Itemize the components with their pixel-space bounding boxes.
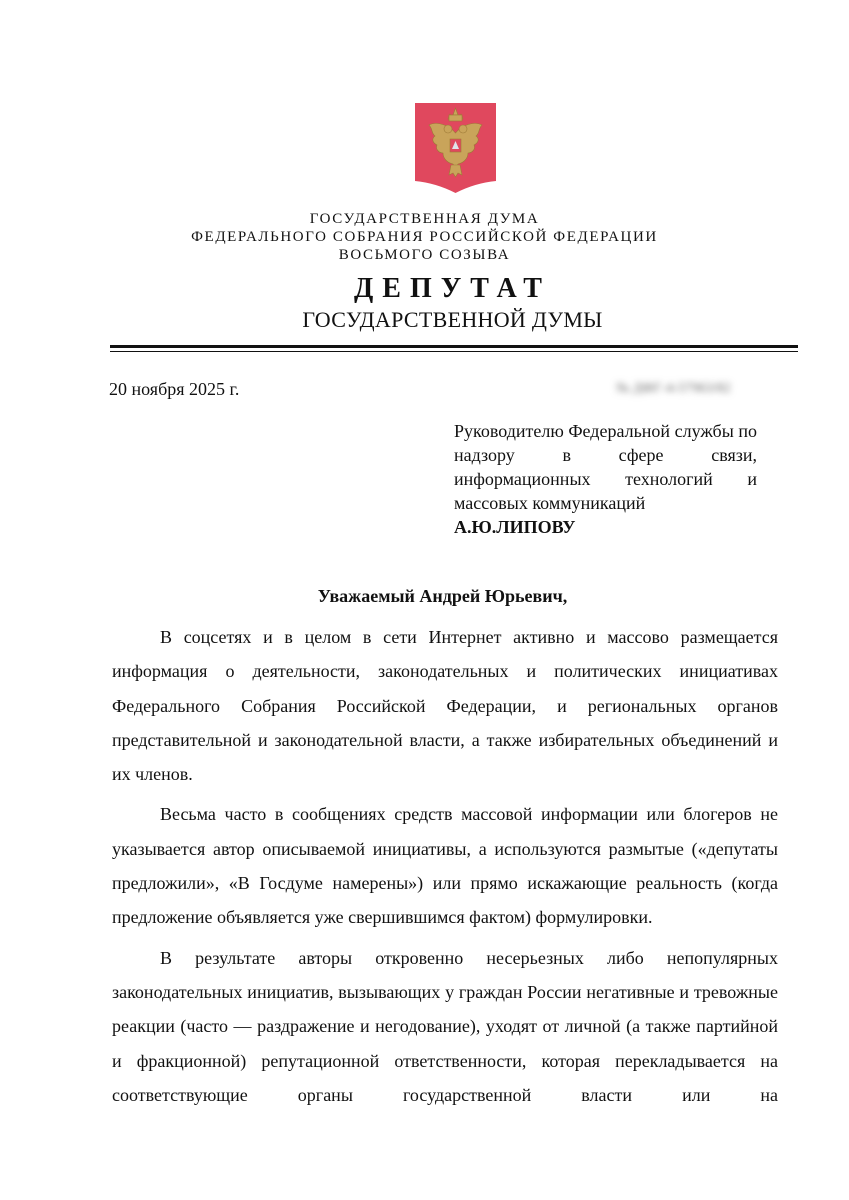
body-paragraph: Весьма часто в сообщениях средств массовой информации или блогеров не указывается автор описываемой инициативы, а используются размытые («депутаты предложили», «В Госдуме намерены») или прямо искажающие реальность (когда предложение объявляется уже свершившимся фактом) формулировки. bbox=[112, 804, 778, 928]
coat-of-arms-icon bbox=[415, 103, 496, 193]
body-paragraph: В соцсетях и в целом в сети Интернет активно и массово размещается информация о деятельности, законодательных и политических инициативах Федерального Собрания Российской Федерации, и региональных органов представительной и законодательной власти, а также избирательных объединений и их членов. bbox=[112, 627, 778, 785]
letter-date: 20 ноября 2025 г. bbox=[109, 379, 240, 399]
org-line-2: ФЕДЕРАЛЬНОГО СОБРАНИЯ РОССИЙСКОЙ ФЕДЕРАЦИИ bbox=[191, 229, 658, 245]
org-name-block bbox=[0, 210, 849, 264]
org-line-3: ВОСЬМОГО СОЗЫВА bbox=[338, 247, 511, 263]
addressee-position: Руководителю Федеральной службы по надзору в сфере связи, информационных технологий и массовых коммуникаций bbox=[454, 421, 757, 513]
org-line-1: ГОСУДАРСТВЕННАЯ ДУМА bbox=[309, 211, 540, 227]
header-divider-thick bbox=[110, 345, 798, 348]
letterhead-title: ДЕПУТАТ bbox=[354, 273, 551, 304]
recipient-name: А.Ю.ЛИПОВУ bbox=[454, 517, 576, 537]
salutation: Уважаемый Андрей Юрьевич, bbox=[317, 586, 568, 606]
registration-number: № ДФГ-4-57963/82 bbox=[616, 381, 731, 396]
addressee-block bbox=[454, 419, 757, 515]
body-paragraph: В результате авторы откровенно несерьезных либо непопулярных законодательных инициатив, вызывающих у граждан России негативные и тревожные реакции (часто — раздражение и негодование), уходят от личной (а также партийной и фракционной) репутационной ответственности, которая перекладывается на соответствующие органы государственной власти или на bbox=[112, 947, 778, 1105]
letter-body bbox=[112, 620, 778, 1118]
header-divider-thin bbox=[110, 351, 798, 352]
letterhead-subtitle: ГОСУДАРСТВЕННОЙ ДУМЫ bbox=[302, 307, 603, 332]
